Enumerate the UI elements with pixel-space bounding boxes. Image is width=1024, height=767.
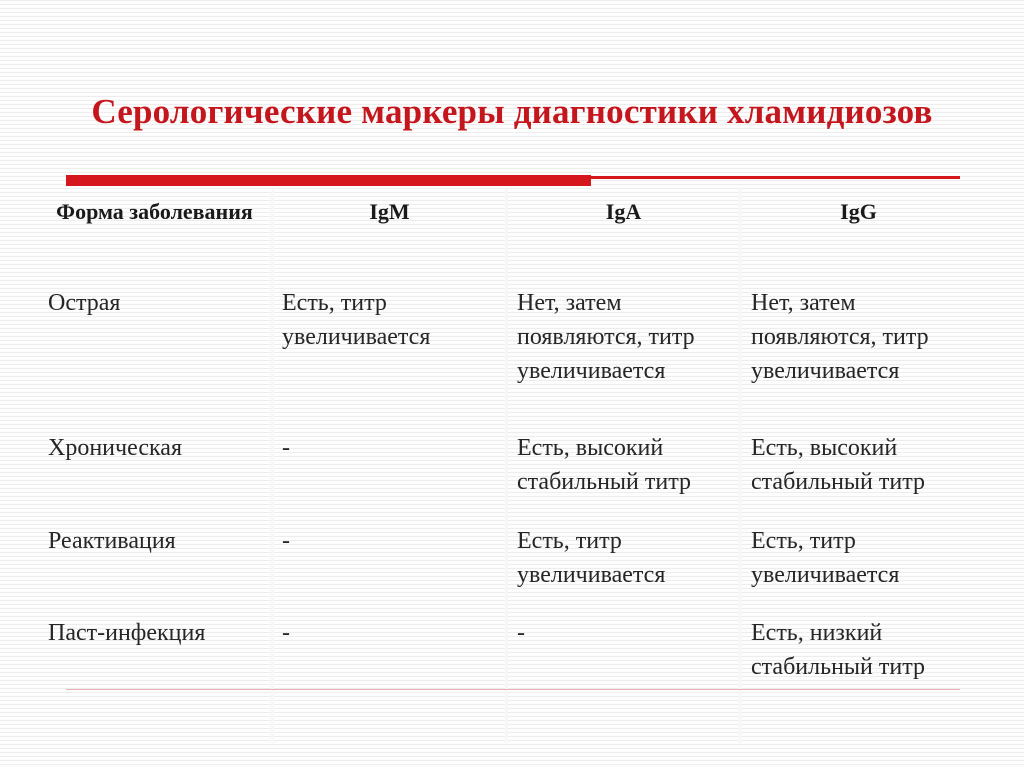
table-bottom-divider [66, 689, 960, 690]
header-form: Форма заболевания [56, 199, 253, 224]
cell-iga-chronic: Есть, высокий стабильный титр [517, 435, 691, 495]
cell-iga-past-infection: - [517, 620, 525, 646]
column-divider [505, 187, 508, 743]
cell-form-chronic: Хроническая [48, 435, 182, 461]
cell-form-reactivation: Реактивация [48, 528, 176, 554]
cell-igm-acute: Есть, титр увеличивается [282, 290, 431, 350]
cell-igg-chronic: Есть, высокий стабильный титр [751, 435, 925, 495]
cell-form-past-infection: Паст-инфекция [48, 620, 206, 646]
cell-igm-past-infection: - [282, 620, 290, 646]
column-divider [271, 187, 274, 743]
accent-bar-thin [591, 176, 960, 179]
cell-form-acute: Острая [48, 290, 121, 316]
cell-igm-chronic: - [282, 435, 290, 461]
markers-table [38, 187, 975, 743]
accent-bar-thick [66, 175, 591, 186]
cell-igg-acute: Нет, затем появляются, титр увеличивается [751, 290, 929, 384]
cell-igg-past-infection: Есть, низкий стабильный титр [751, 620, 925, 680]
slide-title: Серологические маркеры диагностики хламидиозов [91, 92, 933, 131]
column-divider [739, 187, 742, 743]
cell-igg-reactivation: Есть, титр увеличивается [751, 528, 900, 588]
header-igm: IgM [369, 199, 410, 224]
cell-igm-reactivation: - [282, 528, 290, 554]
cell-iga-acute: Нет, затем появляются, титр увеличивается [517, 290, 695, 384]
cell-iga-reactivation: Есть, титр увеличивается [517, 528, 666, 588]
header-iga: IgA [605, 199, 642, 224]
header-igg: IgG [840, 199, 877, 224]
